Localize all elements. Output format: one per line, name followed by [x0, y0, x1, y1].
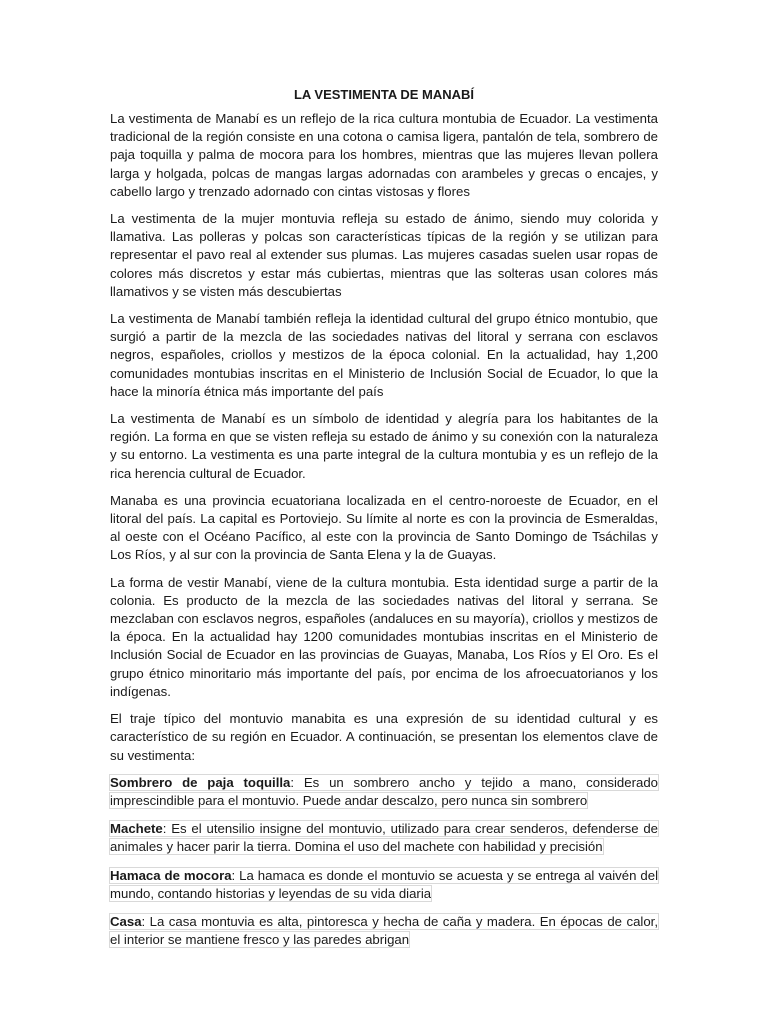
paragraph-4: La vestimenta de Manabí es un símbolo de identidad y alegría para los habitantes de la región. La forma en que se visten refleja su estado de ánimo y su conexión con la naturaleza y su entorno. La vestimenta es una parte integral de la cultura montubia y es un reflejo de la rica herencia cultural de Ecuador. [110, 411, 658, 481]
list-item-box [110, 868, 658, 901]
document-title: LA VESTIMENTA DE MANABÍ [293, 87, 475, 102]
list-item-sombrero [110, 774, 658, 810]
list-item-text: : Es un sombrero ancho y tejido a mano, considerado imprescindible para el montuvio. Puede andar descalzo, pero nunca sin sombrero [110, 774, 658, 808]
paragraph-6: La forma de vestir Manabí, viene de la cultura montubia. Esta identidad surge a partir de la colonia. Es producto de la mezcla de las sociedades nativas del litoral y serrana. Se mezclaban con esclavos negros, españoles (andaluces en su mayoría), criollos y mestizos de la época. En la actualidad hay 1200 comunidades montubias inscritas en el Ministerio de Inclusión Social de Ecuador en las provincias de Guayas, Manaba, Los Ríos y El Oro. Es el grupo étnico minoritario más importante del país, por encima de los afroecuatorianos y los indígenas. [110, 574, 658, 699]
paragraph-7: El traje típico del montuvio manabita es una expresión de su identidad cultural y es característico de su región en Ecuador. A continuación, se presentan los elementos clave de su vestimenta: [110, 711, 658, 763]
list-item-casa [110, 913, 658, 949]
list-item-box [110, 775, 658, 808]
list-item-box [110, 914, 658, 947]
list-item-box [110, 821, 658, 854]
paragraph-1: La vestimenta de Manabí es un reflejo de la rica cultura montubia de Ecuador. La vestimenta tradicional de la región consiste en una cotona o camisa ligera, pantalón de tela, sombrero de paja toquilla y palma de mocora para los hombres, mientras que las mujeres llevan pollera larga y holgada, polcas de mangas largas adornadas con arambeles y grecas o encajes, y cabello largo y trenzado adornado con cintas vistosas y flores [110, 111, 658, 199]
list-item-term: Machete [110, 821, 163, 837]
list-item-text: : La casa montuvia es alta, pintoresca y hecha de caña y madera. En épocas de calor, el interior se mantiene fresco y las paredes abrigan [110, 913, 658, 948]
list-item-term: Casa [110, 913, 142, 929]
list-item-text: : La hamaca es donde el montuvio se acuesta y se entrega al vaivén del mundo, contando historias y leyendas de su vida diaria [110, 867, 658, 901]
paragraph-2: La vestimenta de la mujer montuvia refleja su estado de ánimo, siendo muy colorida y llamativa. Las polleras y polcas son características típicas de la región y se utilizan para representar el pavo real al extender sus plumas. Las mujeres casadas suelen usar ropas de colores más discretos y estar más cubiertas, mientras que las solteras usan colores más llamativos y se visten más descubiertas [110, 211, 658, 299]
list-item-term: Sombrero de paja toquilla [110, 774, 291, 790]
list-item-machete [110, 820, 658, 856]
list-item-hamaca [110, 867, 658, 903]
list-item-term: Hamaca de mocora [110, 867, 232, 883]
paragraph-5: Manaba es una provincia ecuatoriana localizada en el centro-noroeste de Ecuador, en el litoral del país. La capital es Portoviejo. Su límite al norte es con la provincia de Esmeraldas, al oeste con el Océano Pacífico, al este con la provincia de Santo Domingo de Tsáchilas y Los Ríos, y al sur con la provincia de Santa Elena y la de Guayas. [110, 492, 658, 563]
list-item-text: : Es el utensilio insigne del montuvio, utilizado para crear senderos, defenderse de animales y hacer parir la tierra. Domina el uso del machete con habilidad y precisión [110, 821, 658, 855]
paragraph-3: La vestimenta de Manabí también refleja la identidad cultural del grupo étnico montubio, que surgió a partir de la mezcla de las sociedades nativas del litoral y serrana con esclavos negros, españoles, criollos y mestizos de la época colonial. En la actualidad, hay 1,200 comunidades montubias inscritas en el Ministerio de Inclusión Social de Ecuador, lo que la hace la minoría étnica más importante del país [110, 311, 658, 399]
